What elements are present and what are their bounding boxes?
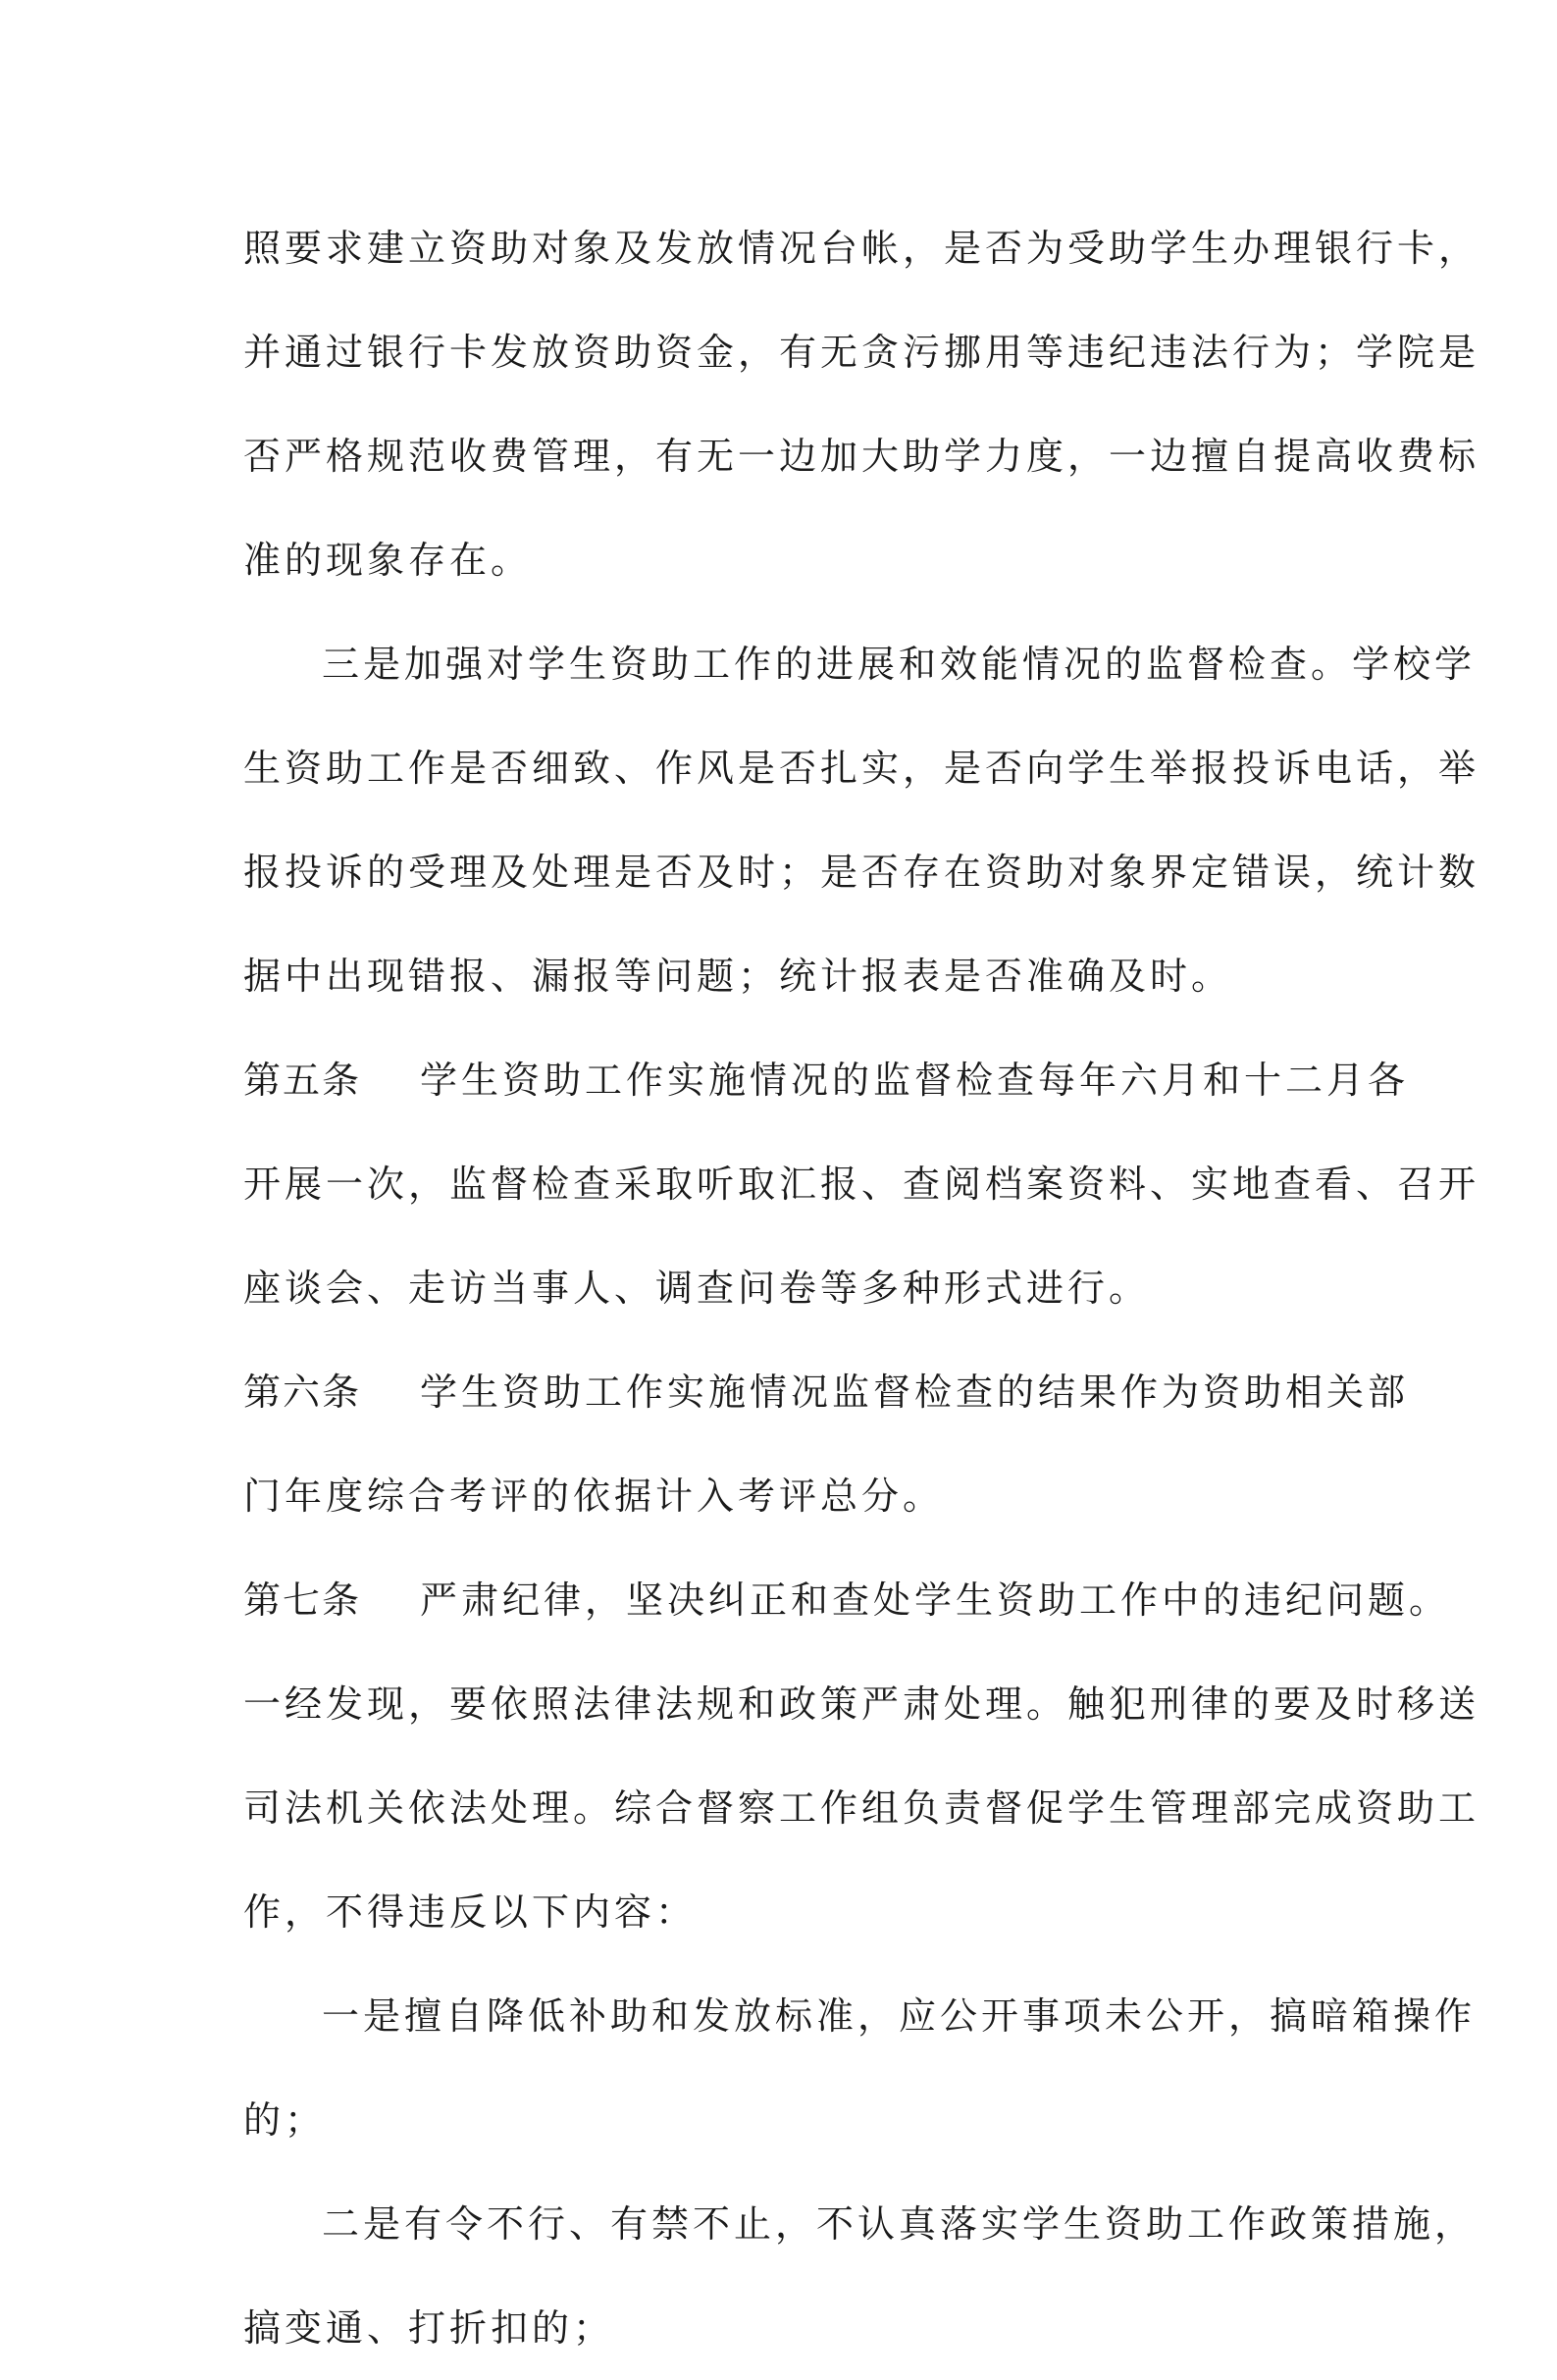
text-line: 报投诉的受理及处理是否及时；是否存在资助对象界定错误，统计数 <box>243 851 1480 894</box>
paragraph-start-line: 三是加强对学生资助工作的进展和效能情况的监督检查。学校学 <box>322 643 1477 686</box>
article-text: 严肃纪律，坚决纠正和查处学生资助工作中的违纪问题。 <box>420 1578 1451 1622</box>
text-line: 座谈会、走访当事人、调查问卷等多种形式进行。 <box>243 1267 1151 1310</box>
text-line: 一经发现，要依照法律法规和政策严肃处理。触犯刑律的要及时移送 <box>243 1682 1480 1726</box>
article-5-line <box>243 1028 1410 1132</box>
text-line: 司法机关依法处理。综合督察工作组负责督促学生管理部完成资助工 <box>243 1786 1480 1830</box>
text-line: 开展一次，监督检查采取听取汇报、查阅档案资料、实地查看、召开 <box>243 1163 1480 1206</box>
text-line: 准的现象存在。 <box>243 539 533 582</box>
article-text: 学生资助工作实施情况的监督检查每年六月和十二月各 <box>420 1059 1410 1102</box>
article-label: 第六条 <box>243 1371 362 1414</box>
text-line: 的； <box>243 2098 327 2142</box>
text-line: 照要求建立资助对象及发放情况台帐，是否为受助学生办理银行卡， <box>243 227 1480 270</box>
paragraph-start-line: 二是有令不行、有禁不止，不认真落实学生资助工作政策措施， <box>322 2202 1477 2246</box>
article-6-line <box>243 1340 1410 1444</box>
text-line: 作，不得违反以下内容： <box>243 1890 698 1934</box>
paragraph-start-line: 一是擅自降低补助和发放标准，应公开事项未公开，搞暗箱操作 <box>322 1994 1477 2038</box>
text-line: 否严格规范收费管理，有无一边加大助学力度，一边擅自提高收费标 <box>243 435 1480 478</box>
article-text: 学生资助工作实施情况监督检查的结果作为资助相关部 <box>420 1371 1410 1414</box>
article-7-line <box>243 1548 1451 1652</box>
text-line: 门年度综合考评的依据计入考评总分。 <box>243 1475 945 1518</box>
document-page <box>243 196 1480 2380</box>
text-line: 生资助工作是否细致、作风是否扎实，是否向学生举报投诉电话，举 <box>243 747 1480 790</box>
article-label: 第七条 <box>243 1578 362 1622</box>
text-line: 搞变通、打折扣的； <box>243 2306 615 2350</box>
article-label: 第五条 <box>243 1059 362 1102</box>
text-line: 据中出现错报、漏报等问题；统计报表是否准确及时。 <box>243 955 1233 998</box>
text-line: 并通过银行卡发放资助资金，有无贪污挪用等违纪违法行为；学院是 <box>243 331 1480 374</box>
